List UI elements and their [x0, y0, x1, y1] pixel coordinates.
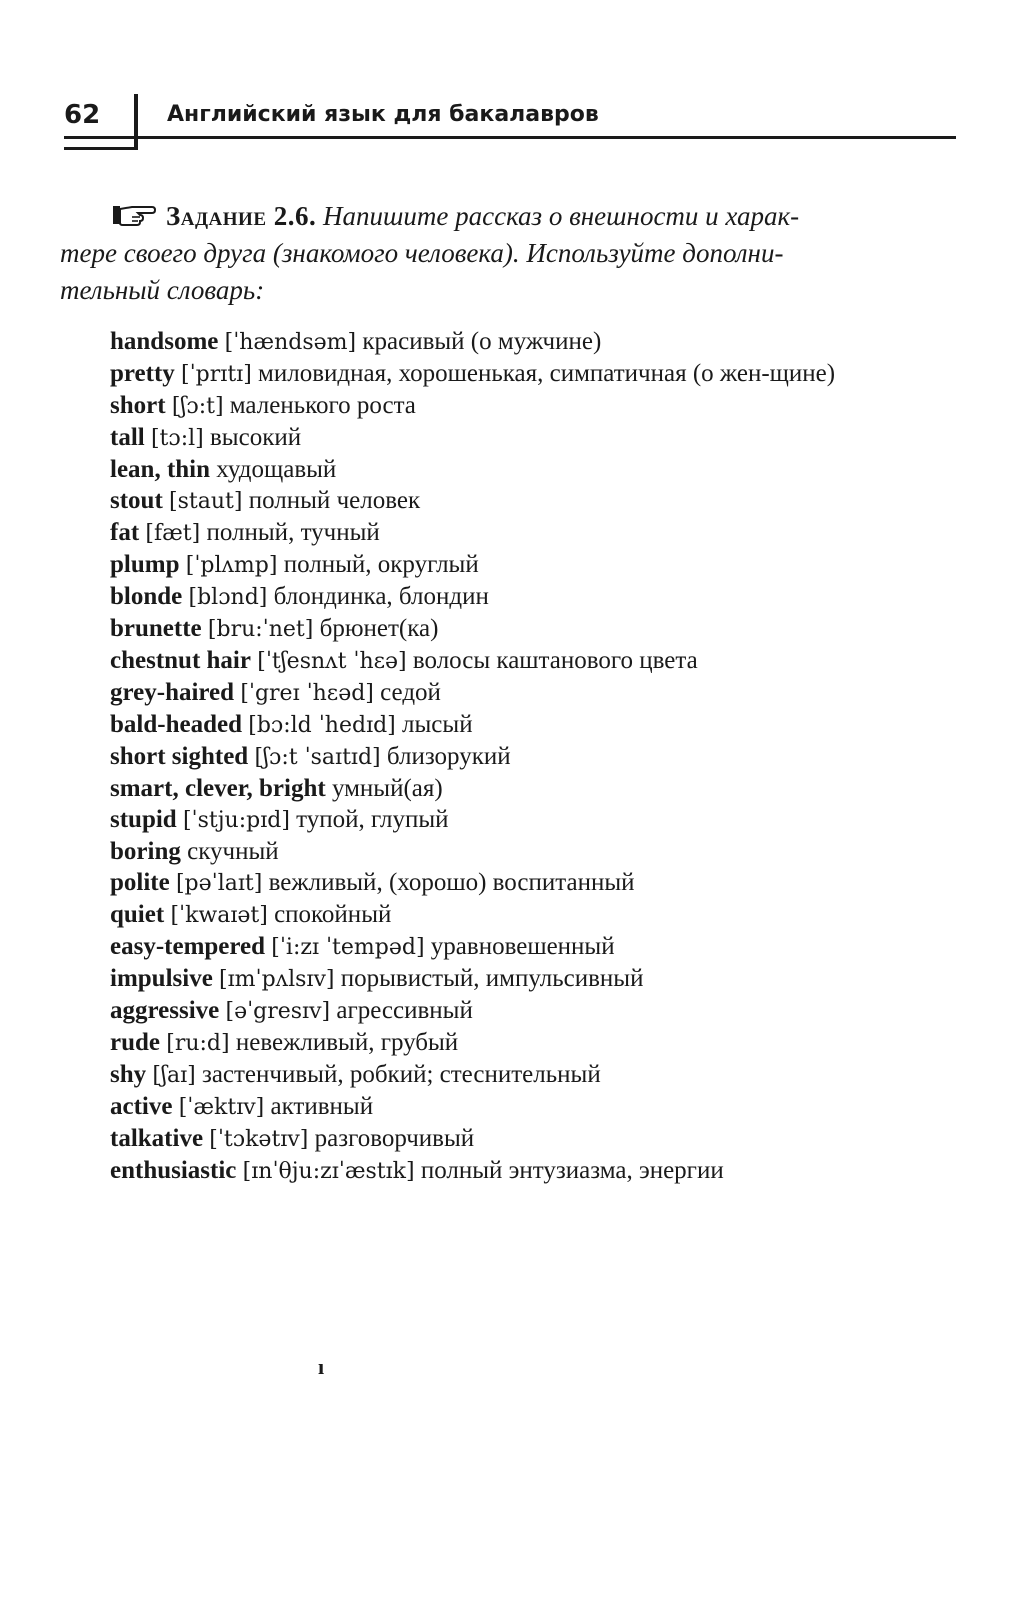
vocab-term: handsome: [110, 328, 219, 355]
page-number: 62: [64, 100, 101, 130]
task-label: Задание 2.6.: [166, 201, 317, 231]
vocab-term: shy: [110, 1061, 147, 1088]
vocab-entry: [60, 1123, 956, 1155]
vocab-term: bald-headed: [110, 711, 242, 738]
vocab-entry: [60, 995, 956, 1027]
vocab-term: blonde: [110, 583, 183, 610]
task-paragraph: [60, 198, 956, 309]
vocab-transcription: [ʃaɪ]: [152, 1063, 196, 1088]
vocab-entry: [60, 1091, 956, 1123]
vocab-translation: полный, тучный: [206, 519, 380, 546]
vocab-term: easy-tempered: [110, 933, 266, 960]
vocab-term: stout: [110, 487, 163, 514]
vocab-term: rude: [110, 1029, 160, 1056]
vocab-translation: агрессивный: [336, 997, 473, 1024]
vocab-entry: [60, 581, 956, 613]
vocab-term: enthusiastic: [110, 1157, 237, 1184]
vocab-term: fat: [110, 519, 140, 546]
vocab-translation: полный человек: [248, 487, 421, 514]
print-mark: ı: [318, 1354, 325, 1379]
vocab-translation: тупой, глупый: [296, 806, 449, 833]
vocab-term: boring: [110, 838, 181, 865]
header-divider: [134, 94, 138, 150]
vocab-translation: миловидная, хорошенькая, симпатичная (о жен-щине): [258, 360, 836, 387]
vocab-term: short: [110, 392, 166, 419]
vocab-entry: [60, 899, 956, 931]
vocab-term: lean, thin: [110, 456, 211, 483]
vocab-entry: [60, 358, 956, 390]
vocab-translation: маленького роста: [229, 392, 416, 419]
vocab-entry: [60, 836, 956, 867]
vocab-translation: лысый: [402, 711, 473, 738]
vocab-term: chestnut hair: [110, 647, 251, 674]
vocab-transcription: [tɔ:l]: [150, 426, 204, 451]
vocab-transcription: [pəˈlaɪt]: [175, 871, 263, 896]
vocab-transcription: [ˈtʃesnʌt ˈhɛə]: [257, 649, 407, 674]
vocab-transcription: [fæt]: [145, 521, 201, 546]
vocab-translation: близорукий: [386, 743, 511, 770]
vocab-transcription: [ˈkwaɪət]: [170, 903, 268, 928]
vocab-transcription: [ˈgreɪ ˈhɛəd]: [240, 681, 374, 706]
vocab-term: tall: [110, 424, 145, 451]
vocab-transcription: [ɪmˈpʌlsɪv]: [219, 967, 335, 992]
vocab-translation: спокойный: [274, 901, 392, 928]
vocab-entry: [60, 613, 956, 645]
vocab-entry: [60, 485, 956, 517]
vocab-entry: [60, 677, 956, 709]
vocab-translation: скучный: [187, 838, 279, 865]
header-rule: [64, 136, 956, 139]
vocab-term: smart, clever, bright: [110, 775, 326, 802]
vocab-translation: активный: [270, 1093, 374, 1120]
task-line-1: [60, 198, 956, 235]
vocab-transcription: [ˈtɔkətɪv]: [209, 1127, 309, 1152]
vocab-entry: [60, 1059, 956, 1091]
vocab-entry: [60, 931, 956, 963]
vocab-entry: [60, 1155, 956, 1187]
vocab-transcription: [əˈgresɪv]: [225, 999, 331, 1024]
vocab-transcription: [ru:d]: [166, 1031, 230, 1056]
vocab-entry: [60, 867, 956, 899]
page-header: [64, 92, 956, 148]
vocab-translation: брюнет(ка): [319, 615, 439, 642]
vocab-translation: невежливый, грубый: [235, 1029, 459, 1056]
vocab-translation: умный(ая): [331, 775, 443, 802]
vocab-entry: [60, 326, 956, 358]
vocab-translation: порывистый, импульсивный: [340, 965, 644, 992]
vocab-transcription: [ˈi:zɪ ˈtempəd]: [271, 935, 425, 960]
vocab-term: active: [110, 1093, 173, 1120]
vocab-translation: худощавый: [216, 456, 337, 483]
vocab-entry: [60, 549, 956, 581]
vocab-translation: уравновешенный: [430, 933, 615, 960]
vocab-term: brunette: [110, 615, 202, 642]
vocab-translation: полный, округлый: [283, 551, 479, 578]
vocab-term: talkative: [110, 1125, 204, 1152]
vocab-entry: [60, 454, 956, 485]
vocab-translation: высокий: [210, 424, 302, 451]
vocab-translation: волосы каштанового цвета: [412, 647, 698, 674]
vocab-term: short sighted: [110, 743, 249, 770]
vocab-term: plump: [110, 551, 180, 578]
vocab-entry: [60, 422, 956, 454]
vocab-term: grey-haired: [110, 679, 235, 706]
vocab-translation: застенчивый, робкий; стеснительный: [201, 1061, 601, 1088]
vocab-term: stupid: [110, 806, 177, 833]
vocab-term: impulsive: [110, 965, 213, 992]
vocab-transcription: [ˈæktɪv]: [178, 1095, 265, 1120]
vocab-transcription: [blɔnd]: [188, 585, 268, 610]
vocab-transcription: [ʃɔ:t]: [171, 394, 224, 419]
vocab-entry: [60, 804, 956, 836]
task-line-3: тельный словарь:: [60, 275, 265, 305]
vocab-entry: [60, 1027, 956, 1059]
task-line-2: тере своего друга (знакомого человека). Используйте дополни-: [60, 238, 784, 268]
pointing-hand-icon: [112, 203, 156, 227]
vocab-entry: [60, 963, 956, 995]
vocab-entry: [60, 773, 956, 804]
header-rule-accent: [64, 147, 136, 150]
vocab-entry: [60, 390, 956, 422]
vocab-translation: разговорчивый: [314, 1125, 475, 1152]
vocab-transcription: [ˈplʌmp]: [185, 553, 278, 578]
vocab-transcription: [ˈprɪtɪ]: [181, 362, 252, 387]
vocab-term: pretty: [110, 360, 175, 387]
vocab-entry: [60, 645, 956, 677]
vocab-term: aggressive: [110, 997, 220, 1024]
vocab-transcription: [ʃɔ:t ˈsaɪtɪd]: [254, 745, 381, 770]
vocab-translation: вежливый, (хорошо) воспитанный: [268, 869, 635, 896]
vocabulary-list: [60, 326, 956, 1187]
vocab-transcription: [bru:ˈnet]: [207, 617, 314, 642]
vocab-transcription: [ɪnˈθju:zɪˈæstɪk]: [242, 1159, 415, 1184]
vocab-translation: седой: [380, 679, 441, 706]
vocab-term: polite: [110, 869, 170, 896]
vocab-entry: [60, 741, 956, 773]
vocab-translation: блондинка, блондин: [273, 583, 489, 610]
vocab-term: quiet: [110, 901, 165, 928]
task-text-1: Напишите рассказ о внешности и харак-: [323, 201, 800, 231]
vocab-transcription: [ˈstju:pɪd]: [182, 808, 290, 833]
vocab-transcription: [ˈhændsəm]: [224, 330, 357, 355]
vocab-entry: [60, 709, 956, 741]
vocab-entry: [60, 517, 956, 549]
vocab-translation: красивый (о мужчине): [362, 328, 602, 355]
vocab-transcription: [staut]: [169, 489, 243, 514]
running-title: Английский язык для бакалавров: [167, 102, 599, 127]
vocab-translation: полный энтузиазма, энергии: [420, 1157, 724, 1184]
vocab-transcription: [bɔ:ld ˈhedɪd]: [248, 713, 396, 738]
